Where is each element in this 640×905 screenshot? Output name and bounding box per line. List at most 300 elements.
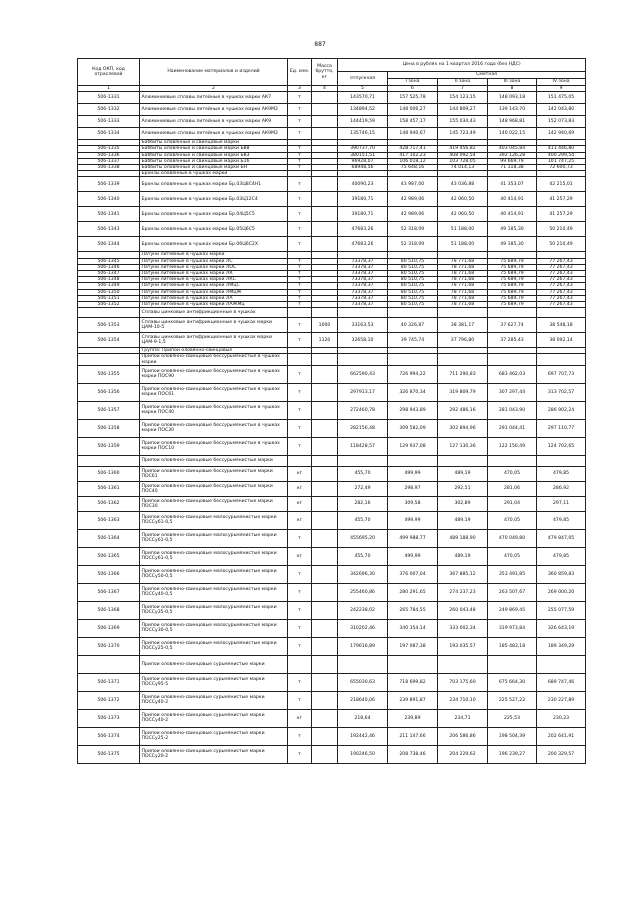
cell-zone-3-price: 470 049,80	[488, 529, 537, 547]
column-index: 3	[288, 86, 312, 92]
cell-unit: т	[288, 745, 312, 763]
cell-code: 506-1345	[78, 258, 140, 264]
cell-mass	[312, 496, 338, 511]
cell-zone-4-price: 411 446,80	[537, 146, 586, 152]
cell-name: Латуни литейные в чушках марки ЛКС	[140, 277, 288, 283]
cell-zone-3-price: 263 507,67	[488, 583, 537, 601]
cell-zone-1-price: 40 326,87	[388, 318, 438, 333]
cell-name: Бронзы оловянные в чушках марки Бр.03Ц8С4Н1	[140, 177, 288, 192]
cell-code: 506-1356	[78, 383, 140, 401]
cell-zone-3-price: 307 297,44	[488, 383, 537, 401]
cell-zone-4-price: 50 210,49	[537, 222, 586, 237]
table-row	[78, 691, 586, 709]
cell-name: Сплавы цинковые антифрикционные в чушках марки ЦАМ-9-1,5	[140, 333, 288, 348]
cell-zone-2-price: 319 809,79	[438, 383, 488, 401]
cell-name: Латуни литейные в чушках марки	[140, 252, 288, 258]
cell-zone-4-price	[537, 455, 586, 466]
cell-unit: кг	[288, 547, 312, 565]
cell-unit: т	[288, 318, 312, 333]
cell-release-price: 73378,37	[338, 258, 388, 264]
cell-code: 506-1360	[78, 466, 140, 481]
cell-mass	[312, 511, 338, 529]
cell-unit	[288, 354, 312, 365]
cell-zone-3-price: 37 627,74	[488, 318, 537, 333]
cell-mass	[312, 565, 338, 583]
cell-zone-2-price	[438, 455, 488, 466]
cell-zone-4-price: 77 267,43	[537, 258, 586, 264]
cell-zone-1-price: 129 937,08	[388, 437, 438, 455]
cell-zone-4-price: 142 043,80	[537, 104, 586, 116]
cell-code: 506-1362	[78, 496, 140, 511]
cell-name: Припои оловянно-свинцовые малосурьмянистые марки ПОССу50-0,5	[140, 565, 288, 583]
cell-release-price: 455695,20	[338, 529, 388, 547]
cell-zone-2-price: 145 723,49	[438, 128, 488, 140]
cell-zone-2-price: 74 014,13	[438, 165, 488, 171]
cell-unit: т	[288, 165, 312, 171]
cell-name: Алюминиевые сплавы литейные в чушках марки АК7	[140, 92, 288, 104]
header-unit: Ед. изм.	[288, 59, 312, 86]
cell-code: 506-1375	[78, 745, 140, 763]
cell-zone-1-price: 280 291,65	[388, 583, 438, 601]
cell-name: Алюминиевые сплавы литейные в чушках марки АК9	[140, 116, 288, 128]
cell-zone-4-price: 41 257,29	[537, 192, 586, 207]
cell-zone-4-price: 77 267,43	[537, 283, 586, 289]
cell-release-price: 282156,48	[338, 419, 388, 437]
cell-name: Припои оловянно-свинцовые бессурьмянистые в чушках марки	[140, 354, 288, 365]
cell-release-price: 143570,71	[338, 92, 388, 104]
header-price-group: Цена в рублях на 1 квартал 2016 года (без НДС)	[338, 59, 586, 72]
cell-name: Латуни литейные в чушках марки ЛОС	[140, 264, 288, 270]
cell-name: Припои оловянно-свинцовые бессурьмянистые марки	[140, 455, 288, 466]
cell-code: 506-1354	[78, 333, 140, 348]
cell-release-price: 134894,52	[338, 104, 388, 116]
cell-zone-2-price: 489,19	[438, 547, 488, 565]
cell-code: 506-1347	[78, 271, 140, 277]
header-mass: Масса брутто, кг	[312, 59, 338, 86]
cell-zone-4-price: 202 641,91	[537, 727, 586, 745]
cell-release-price: 73378,37	[338, 283, 388, 289]
cell-zone-1-price: 239,89	[388, 709, 438, 727]
cell-zone-3-price: 470,05	[488, 511, 537, 529]
cell-zone-3-price	[488, 655, 537, 673]
cell-mass	[312, 116, 338, 128]
cell-release-price: 73378,37	[338, 289, 388, 295]
cell-zone-2-price: 51 188,00	[438, 237, 488, 252]
header-zone-2: II зона	[438, 79, 488, 86]
cell-code: 506-1346	[78, 264, 140, 270]
cell-release-price: 96928,07	[338, 158, 388, 164]
cell-release-price: 73378,37	[338, 277, 388, 283]
cell-zone-1-price: 42 989,06	[388, 207, 438, 222]
cell-zone-1-price: 326 870,34	[388, 383, 438, 401]
table-row	[78, 481, 586, 496]
cell-zone-4-price: 230,23	[537, 709, 586, 727]
column-index: 2	[140, 86, 288, 92]
cell-code: 506-1358	[78, 419, 140, 437]
cell-name: Припои оловянно-свинцовые сурьмянистые марки	[140, 655, 288, 673]
cell-zone-2-price	[438, 308, 488, 318]
cell-zone-4-price	[537, 354, 586, 365]
cell-code: 506-1331	[78, 92, 140, 104]
table-row	[78, 128, 586, 140]
cell-zone-2-price: 302 894,96	[438, 419, 488, 437]
cell-zone-2-price: 78 771,68	[438, 277, 488, 283]
cell-code: 506-1369	[78, 619, 140, 637]
cell-release-price: 32658,10	[338, 333, 388, 348]
cell-name: Сплавы цинковые антифрикционные в чушках	[140, 308, 288, 318]
cell-zone-3-price: 291 044,41	[488, 419, 537, 437]
cell-name: Баббиты оловянные и свинцовые марки Б16	[140, 158, 288, 164]
column-index: 9	[537, 86, 586, 92]
cell-unit	[288, 655, 312, 673]
cell-name: Бронзы оловянные в чушках марки Бр.05Ц6С5	[140, 222, 288, 237]
cell-mass	[312, 192, 338, 207]
table-row	[78, 318, 586, 333]
cell-zone-4-price: 313 702,57	[537, 383, 586, 401]
cell-mass	[312, 104, 338, 116]
cell-unit: т	[288, 365, 312, 383]
cell-zone-1-price: 499,99	[388, 511, 438, 529]
cell-zone-4-price: 360 859,83	[537, 565, 586, 583]
cell-zone-4-price: 200 329,57	[537, 745, 586, 763]
cell-zone-1-price: 80 510,75	[388, 302, 438, 308]
cell-zone-2-price: 78 771,68	[438, 271, 488, 277]
table-row	[78, 207, 586, 222]
cell-zone-2-price: 703 175,60	[438, 673, 488, 691]
cell-code: 506-1337	[78, 158, 140, 164]
cell-code: 506-1344	[78, 237, 140, 252]
cell-unit	[288, 455, 312, 466]
cell-code: 506-1334	[78, 128, 140, 140]
cell-name: Припои оловянно-свинцовые сурьмянистые марки ПОССу25-2	[140, 727, 288, 745]
cell-code: 506-1341	[78, 207, 140, 222]
cell-unit: т	[288, 264, 312, 270]
cell-name: Латуни литейные в чушках марки ЛМцЖ	[140, 289, 288, 295]
cell-mass	[312, 529, 338, 547]
cell-release-price: 73378,37	[338, 271, 388, 277]
table-row	[78, 237, 586, 252]
cell-zone-4-price: 689 747,46	[537, 673, 586, 691]
cell-zone-1-price: 80 510,75	[388, 277, 438, 283]
cell-release-price: 144419,59	[338, 116, 388, 128]
cell-zone-2-price: 274 237,23	[438, 583, 488, 601]
cell-code: 506-1367	[78, 583, 140, 601]
cell-zone-4-price: 479,85	[537, 547, 586, 565]
cell-zone-4-price: 189 349,29	[537, 637, 586, 655]
cell-name: Алюминиевые сплавы литейные в чушках марки АК9М2	[140, 104, 288, 116]
cell-zone-3-price: 71 118,38	[488, 165, 537, 171]
cell-unit: т	[288, 601, 312, 619]
cell-zone-3-price: 470,05	[488, 547, 537, 565]
cell-name: Припои оловянно-свинцовые малосурьмянистые марки ПОССу61-0,5	[140, 547, 288, 565]
column-index: 5	[338, 86, 388, 92]
cell-release-price: 47683,26	[338, 237, 388, 252]
cell-unit: кг	[288, 496, 312, 511]
cell-zone-2-price	[438, 354, 488, 365]
cell-zone-3-price: 675 664,30	[488, 673, 537, 691]
cell-release-price: 662590,43	[338, 365, 388, 383]
cell-zone-3-price: 353 491,85	[488, 565, 537, 583]
cell-name: Латуни литейные в чушках марки ЛМцС	[140, 283, 288, 289]
price-table	[77, 58, 586, 764]
cell-zone-4-price	[537, 308, 586, 318]
cell-name: Баббиты оловянные и свинцовые марки БН	[140, 165, 288, 171]
cell-release-price: 73378,37	[338, 302, 388, 308]
header-zone-3: III зона	[488, 79, 537, 86]
cell-zone-3-price	[488, 308, 537, 318]
cell-zone-1-price: 42 989,06	[388, 192, 438, 207]
cell-zone-2-price: 42 060,50	[438, 207, 488, 222]
cell-zone-4-price: 697 707,73	[537, 365, 586, 383]
cell-unit: т	[288, 177, 312, 192]
cell-mass	[312, 745, 338, 763]
cell-zone-4-price: 42 215,01	[537, 177, 586, 192]
cell-code: 506-1335	[78, 146, 140, 152]
cell-zone-2-price: 37 796,80	[438, 333, 488, 348]
cell-mass	[312, 383, 338, 401]
cell-code: 506-1352	[78, 302, 140, 308]
cell-zone-2-price: 204 229,62	[438, 745, 488, 763]
cell-code: 506-1357	[78, 401, 140, 419]
cell-name: Алюминиевые сплавы литейные в чушках марки АК9М2	[140, 128, 288, 140]
cell-zone-1-price: 309 582,09	[388, 419, 438, 437]
cell-zone-4-price: 77 267,43	[537, 289, 586, 295]
cell-release-price: 135746,15	[338, 128, 388, 140]
cell-zone-3-price: 319 973,84	[488, 619, 537, 637]
cell-zone-2-price: 419 456,82	[438, 146, 488, 152]
cell-zone-2-price: 38 381,17	[438, 318, 488, 333]
table-row	[78, 583, 586, 601]
cell-name: Латуни литейные в чушках марки ЛК	[140, 271, 288, 277]
cell-code: 506-1338	[78, 165, 140, 171]
cell-zone-2-price: 78 771,68	[438, 289, 488, 295]
cell-zone-3-price: 99 669,79	[488, 158, 537, 164]
cell-name: Припои оловянно-свинцовые бессурьмянистые в чушках марки ПОС40	[140, 401, 288, 419]
cell-code	[78, 354, 140, 365]
cell-unit: т	[288, 637, 312, 655]
cell-release-price: 190246,50	[338, 745, 388, 763]
cell-release-price: 33163,53	[338, 318, 388, 333]
cell-mass	[312, 401, 338, 419]
table-row	[78, 727, 586, 745]
cell-name: Припои оловянно-свинцовые малосурьмянистые марки ПОССу30-0,5	[140, 619, 288, 637]
cell-code	[78, 455, 140, 466]
cell-mass	[312, 237, 338, 252]
cell-zone-3-price: 40 414,91	[488, 207, 537, 222]
cell-name: Припои оловянно-свинцовые бессурьмянистые в чушках марки ПОС30	[140, 419, 288, 437]
cell-code: 506-1339	[78, 177, 140, 192]
cell-name: Припои оловянно-свинцовые бессурьмянистые в чушках марки ПОС10	[140, 437, 288, 455]
table-row	[78, 437, 586, 455]
cell-release-price: 655030,63	[338, 673, 388, 691]
cell-name: Припои оловянно-свинцовые сурьмянистые марки ПОССу95-5	[140, 673, 288, 691]
cell-zone-1-price: 726 994,22	[388, 365, 438, 383]
column-index: 6	[388, 86, 438, 92]
cell-zone-1-price: 80 510,75	[388, 271, 438, 277]
cell-zone-1-price: 211 147,66	[388, 727, 438, 745]
cell-name: Припои оловянно-свинцовые бессурьмянистые марки ПОС40	[140, 481, 288, 496]
cell-code: 506-1359	[78, 437, 140, 455]
cell-release-price: 342696,30	[338, 565, 388, 583]
cell-name: Баббиты оловянные и свинцовые марки Б88	[140, 146, 288, 152]
table-row	[78, 333, 586, 348]
table-row	[78, 308, 586, 318]
cell-zone-4-price: 124 702,65	[537, 437, 586, 455]
cell-zone-4-price: 152 073,83	[537, 116, 586, 128]
cell-zone-2-price: 78 771,68	[438, 264, 488, 270]
cell-release-price: 218,64	[338, 709, 388, 727]
cell-name: Сплавы цинковые антифрикционные в чушках марки ЦАМ-10-5	[140, 318, 288, 333]
cell-mass	[312, 365, 338, 383]
table-row	[78, 547, 586, 565]
cell-release-price: 118428,57	[338, 437, 388, 455]
table-row	[78, 709, 586, 727]
cell-zone-3-price: 75 689,79	[488, 283, 537, 289]
cell-name: Припои оловянно-свинцовые малосурьмянистые марки ПОССу40-0,5	[140, 583, 288, 601]
cell-code: 506-1372	[78, 691, 140, 709]
cell-name: Группа: Припои оловянно-свинцовые	[140, 348, 288, 354]
table-row	[78, 655, 586, 673]
cell-zone-2-price: 155 034,43	[438, 116, 488, 128]
cell-zone-4-price: 230 227,89	[537, 691, 586, 709]
cell-mass	[312, 601, 338, 619]
cell-zone-1-price: 718 699,82	[388, 673, 438, 691]
cell-zone-1-price	[388, 655, 438, 673]
cell-zone-4-price: 297,11	[537, 496, 586, 511]
cell-zone-1-price: 499,99	[388, 547, 438, 565]
cell-zone-4-price: 101 747,25	[537, 158, 586, 164]
cell-code: 506-1348	[78, 277, 140, 283]
cell-unit: т	[288, 92, 312, 104]
table-row	[78, 177, 586, 192]
cell-mass	[312, 547, 338, 565]
cell-zone-4-price: 326 643,19	[537, 619, 586, 637]
cell-code: 506-1343	[78, 222, 140, 237]
cell-zone-3-price: 75 689,79	[488, 264, 537, 270]
cell-zone-1-price: 197 087,38	[388, 637, 438, 655]
cell-zone-1-price: 417 102,23	[388, 152, 438, 158]
cell-zone-2-price: 408 092,54	[438, 152, 488, 158]
cell-zone-2-price: 51 188,00	[438, 222, 488, 237]
cell-zone-3-price: 225,53	[488, 709, 537, 727]
cell-zone-2-price: 234,71	[438, 709, 488, 727]
cell-zone-1-price: 80 510,75	[388, 295, 438, 301]
cell-name: Припои оловянно-свинцовые малосурьмянистые марки ПОССу61-0,5	[140, 511, 288, 529]
cell-unit: т	[288, 619, 312, 637]
cell-release-price: 390737,70	[338, 146, 388, 152]
cell-zone-3-price: 148 968,81	[488, 116, 537, 128]
cell-name: Припои оловянно-свинцовые малосурьмянистые марки ПОССу35-0,5	[140, 601, 288, 619]
cell-unit: т	[288, 207, 312, 222]
cell-zone-4-price: 41 257,29	[537, 207, 586, 222]
cell-zone-3-price: 196 239,27	[488, 745, 537, 763]
cell-zone-3-price: 139 143,70	[488, 104, 537, 116]
cell-zone-2-price: 78 771,68	[438, 295, 488, 301]
cell-release-price: 455,70	[338, 511, 388, 529]
cell-release-price: 73378,37	[338, 295, 388, 301]
cell-release-price: 47683,26	[338, 222, 388, 237]
cell-unit: кг	[288, 709, 312, 727]
cell-zone-4-price: 50 210,49	[537, 237, 586, 252]
cell-zone-1-price: 239 891,87	[388, 691, 438, 709]
cell-unit: т	[288, 295, 312, 301]
cell-unit: т	[288, 237, 312, 252]
cell-zone-3-price: 148 093,18	[488, 92, 537, 104]
cell-zone-3-price: 75 689,79	[488, 295, 537, 301]
cell-zone-3-price: 291,04	[488, 496, 537, 511]
cell-unit: т	[288, 222, 312, 237]
table-row	[78, 222, 586, 237]
cell-zone-2-price: 193 035,57	[438, 637, 488, 655]
table-row	[78, 104, 586, 116]
cell-zone-3-price: 683 462,03	[488, 365, 537, 383]
cell-zone-4-price: 77 267,43	[537, 302, 586, 308]
cell-zone-4-price: 286 902,24	[537, 401, 586, 419]
cell-unit: кг	[288, 466, 312, 481]
cell-zone-1-price: 106 018,12	[388, 158, 438, 164]
cell-mass	[312, 308, 338, 318]
header-zone-1: I зона	[388, 79, 438, 86]
cell-zone-4-price: 77 267,43	[537, 264, 586, 270]
cell-mass	[312, 437, 338, 455]
cell-code: 506-1373	[78, 709, 140, 727]
table-row	[78, 354, 586, 365]
cell-zone-1-price	[388, 354, 438, 365]
cell-release-price: 39180,71	[338, 192, 388, 207]
cell-zone-4-price: 38 548,18	[537, 318, 586, 333]
cell-unit: т	[288, 192, 312, 207]
table-row	[78, 565, 586, 583]
cell-name: Баббиты оловянные и свинцовые марки	[140, 140, 288, 146]
cell-zone-1-price: 428 717,41	[388, 146, 438, 152]
cell-zone-2-price: 78 771,68	[438, 258, 488, 264]
cell-release-price	[338, 455, 388, 466]
cell-mass: 1000	[312, 318, 338, 333]
table-row	[78, 365, 586, 383]
cell-unit: т	[288, 529, 312, 547]
header-zone-4: IV зона	[537, 79, 586, 86]
table-row	[78, 673, 586, 691]
cell-zone-3-price: 225 527,22	[488, 691, 537, 709]
table-row	[78, 383, 586, 401]
cell-zone-2-price: 103 728,05	[438, 158, 488, 164]
cell-code: 506-1365	[78, 547, 140, 565]
table-row	[78, 116, 586, 128]
cell-mass	[312, 619, 338, 637]
cell-zone-4-price: 142 940,69	[537, 128, 586, 140]
cell-name: Припои оловянно-свинцовые бессурьмянистые марки ПОС30	[140, 496, 288, 511]
cell-zone-1-price: 298 943,89	[388, 401, 438, 419]
column-index: 8	[488, 86, 537, 92]
cell-code: 506-1336	[78, 152, 140, 158]
table-row	[78, 466, 586, 481]
cell-unit: т	[288, 104, 312, 116]
cell-zone-2-price: 489 188,90	[438, 529, 488, 547]
cell-zone-3-price: 75 689,79	[488, 289, 537, 295]
cell-zone-1-price: 80 510,75	[388, 258, 438, 264]
cell-release-price	[338, 308, 388, 318]
cell-mass	[312, 207, 338, 222]
cell-zone-1-price: 158 457,17	[388, 116, 438, 128]
cell-unit: кг	[288, 481, 312, 496]
cell-zone-3-price	[488, 455, 537, 466]
cell-mass	[312, 727, 338, 745]
cell-unit: т	[288, 271, 312, 277]
cell-mass	[312, 177, 338, 192]
cell-code: 506-1370	[78, 637, 140, 655]
cell-release-price: 255460,86	[338, 583, 388, 601]
cell-code: 506-1374	[78, 727, 140, 745]
